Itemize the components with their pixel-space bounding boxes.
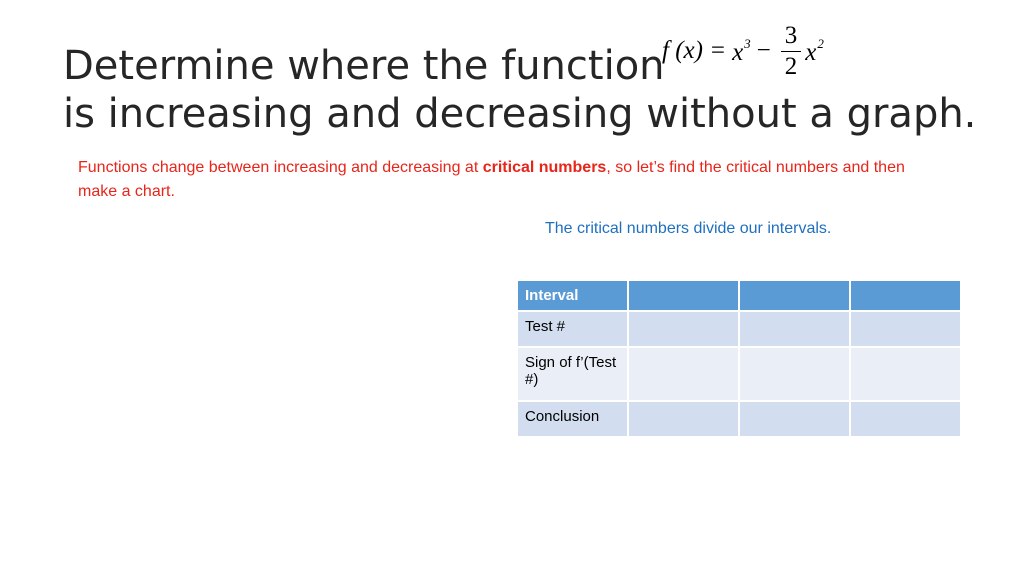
table-cell[interactable] bbox=[850, 401, 961, 437]
fraction-numerator: 3 bbox=[781, 21, 802, 52]
intro-before: Functions change between increasing and decreasing at bbox=[78, 159, 483, 176]
table-cell[interactable] bbox=[628, 347, 739, 401]
slide-title bbox=[63, 42, 976, 138]
table-cell[interactable] bbox=[850, 347, 961, 401]
table-cell: Interval bbox=[517, 280, 628, 311]
table-cell[interactable] bbox=[850, 280, 961, 311]
table-cell[interactable] bbox=[739, 311, 850, 347]
formula-exp-2: 2 bbox=[817, 35, 824, 51]
formula-lhs: f (x) = bbox=[662, 37, 727, 64]
table-cell[interactable] bbox=[739, 401, 850, 437]
formula-x-squared bbox=[805, 36, 824, 67]
formula-exp-3: 3 bbox=[744, 35, 751, 51]
table-row-test-number bbox=[517, 311, 961, 347]
table-cell: Sign of f’(Test #) bbox=[517, 347, 628, 401]
table-row-interval bbox=[517, 280, 961, 311]
table-cell[interactable] bbox=[739, 347, 850, 401]
table-row-sign bbox=[517, 347, 961, 401]
formula-fraction bbox=[781, 21, 802, 82]
intervals-note: The critical numbers divide our intervals. bbox=[545, 220, 832, 237]
fraction-denominator: 2 bbox=[784, 52, 798, 80]
table-cell[interactable] bbox=[739, 280, 850, 311]
table-cell: Conclusion bbox=[517, 401, 628, 437]
table-cell[interactable] bbox=[628, 280, 739, 311]
sign-chart-table bbox=[516, 279, 962, 438]
formula-minus: − bbox=[756, 37, 771, 64]
intro-text bbox=[78, 156, 938, 204]
table-cell[interactable] bbox=[628, 401, 739, 437]
formula-x2: x bbox=[805, 38, 817, 66]
intro-bold-critical-numbers: critical numbers bbox=[482, 159, 607, 176]
formula-x1: x bbox=[732, 38, 744, 66]
function-formula bbox=[662, 12, 824, 90]
table-row-conclusion bbox=[517, 401, 961, 437]
table-cell[interactable] bbox=[628, 311, 739, 347]
table-cell[interactable] bbox=[850, 311, 961, 347]
table-cell: Test # bbox=[517, 311, 628, 347]
formula-x-cubed bbox=[732, 36, 751, 67]
intro-after: , so let’s find the critical numbers and then make a chart. bbox=[78, 159, 905, 200]
title-line-1: Determine where the function bbox=[63, 43, 665, 89]
title-line-2: is increasing and decreasing without a graph. bbox=[63, 91, 977, 137]
